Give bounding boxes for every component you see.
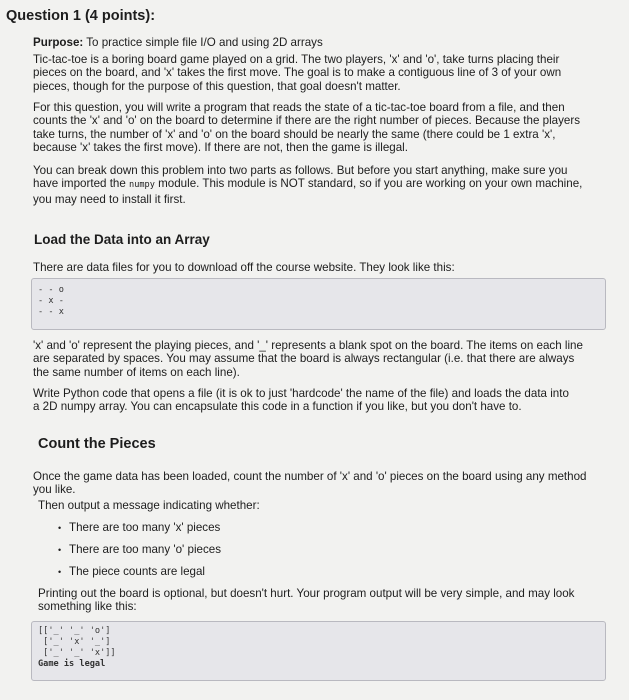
- text-line: 'x' and 'o' represent the playing pieces, and '_' represents a blank spot on the board. The items on each line: [33, 339, 583, 352]
- bullet-text: There are too many 'x' pieces: [69, 521, 221, 534]
- purpose-label: Purpose:: [33, 36, 84, 49]
- count-paragraph-2: Then output a message indicating whether:: [38, 499, 260, 512]
- bullet-item: [58, 565, 205, 578]
- text-line: something like this:: [38, 600, 137, 614]
- program-output-example: [31, 621, 606, 681]
- section-heading-load: Load the Data into an Array: [34, 232, 210, 247]
- bullet-icon: •: [58, 545, 62, 555]
- intro-paragraph-3: [33, 164, 611, 206]
- load-paragraph-1: [33, 339, 611, 379]
- purpose-text: To practice simple file I/O and using 2D arrays: [86, 36, 323, 49]
- text-line: are separated by spaces. You may assume that the board is always rectangular (i.e. that there are always: [33, 352, 575, 366]
- load-paragraph-2: [33, 387, 611, 414]
- bullet-icon: •: [58, 523, 62, 533]
- purpose-line: [33, 36, 323, 49]
- bullet-icon: •: [58, 567, 62, 577]
- code-line: [['_' '_' 'o']: [38, 626, 111, 636]
- text-line: a 2D numpy array. You can encapsulate this code in a function if you like, but you don't have to.: [33, 400, 522, 414]
- bullet-text: There are too many 'o' pieces: [69, 543, 222, 556]
- text-line: the same number of items on each line).: [33, 365, 240, 379]
- code-line: - x -: [38, 296, 64, 306]
- text-line: counts the 'x' and 'o' on the board to determine if there are the right number of pieces. Because the players: [33, 114, 581, 128]
- code-line: ['_' '_' 'x']]: [38, 648, 116, 658]
- text-line: Printing out the board is optional, but doesn't hurt. Your program output will be very simple, and may look: [38, 587, 575, 600]
- code-line: Game is legal: [38, 659, 106, 669]
- bullet-text: The piece counts are legal: [69, 565, 205, 578]
- question-title: Question 1 (4 points):: [6, 8, 156, 24]
- code-line: ['_' 'x' '_']: [38, 637, 111, 647]
- code-line: - - o: [38, 285, 64, 295]
- bullet-item: [58, 543, 221, 556]
- text-line: pieces on the board, and 'x' takes the first move. The goal is to make a contiguous line of 3 of your own: [33, 66, 562, 80]
- text-line: For this question, you will write a program that reads the state of a tic-tac-toe board from a file, and then: [33, 101, 565, 114]
- code-line: - - x: [38, 307, 64, 317]
- text-line: Write Python code that opens a file (it is ok to just 'hardcode' the name of the file) and loads the data into: [33, 387, 569, 400]
- text-line: because 'x' takes the first move). If there are not, then the game is illegal.: [33, 141, 408, 155]
- text-line: take turns, the number of 'x' and 'o' on the board should be nearly the same (there could be 1 extra 'x',: [33, 127, 556, 141]
- text-line: Once the game data has been loaded, count the number of 'x' and 'o' pieces on the board using any method: [33, 470, 587, 483]
- load-intro: There are data files for you to download off the course website. They look like this:: [33, 261, 455, 274]
- text-line: [33, 177, 611, 192]
- text-fragment: have imported the: [33, 177, 130, 191]
- count-paragraph-1: [33, 470, 611, 497]
- bullet-item: [58, 521, 220, 534]
- text-line: pieces, though for the purpose of this question, that goal doesn't matter.: [33, 79, 401, 93]
- data-file-example: [31, 278, 606, 330]
- intro-paragraph-2: [33, 101, 611, 155]
- count-paragraph-3: [38, 587, 606, 614]
- text-line: you may need to install it first.: [33, 192, 186, 206]
- text-fragment: module. This module is NOT standard, so if you are working on your own machine,: [154, 177, 583, 191]
- section-heading-count: Count the Pieces: [38, 436, 156, 452]
- text-line: you like.: [33, 483, 76, 497]
- text-line: Tic-tac-toe is a boring board game played on a grid. The two players, 'x' and 'o', take turns placing their: [33, 53, 560, 66]
- text-line: You can break down this problem into two parts as follows. But before you start anything, make sure you: [33, 164, 568, 177]
- intro-paragraph-1: [33, 53, 611, 93]
- numpy-module-name: numpy: [129, 180, 155, 191]
